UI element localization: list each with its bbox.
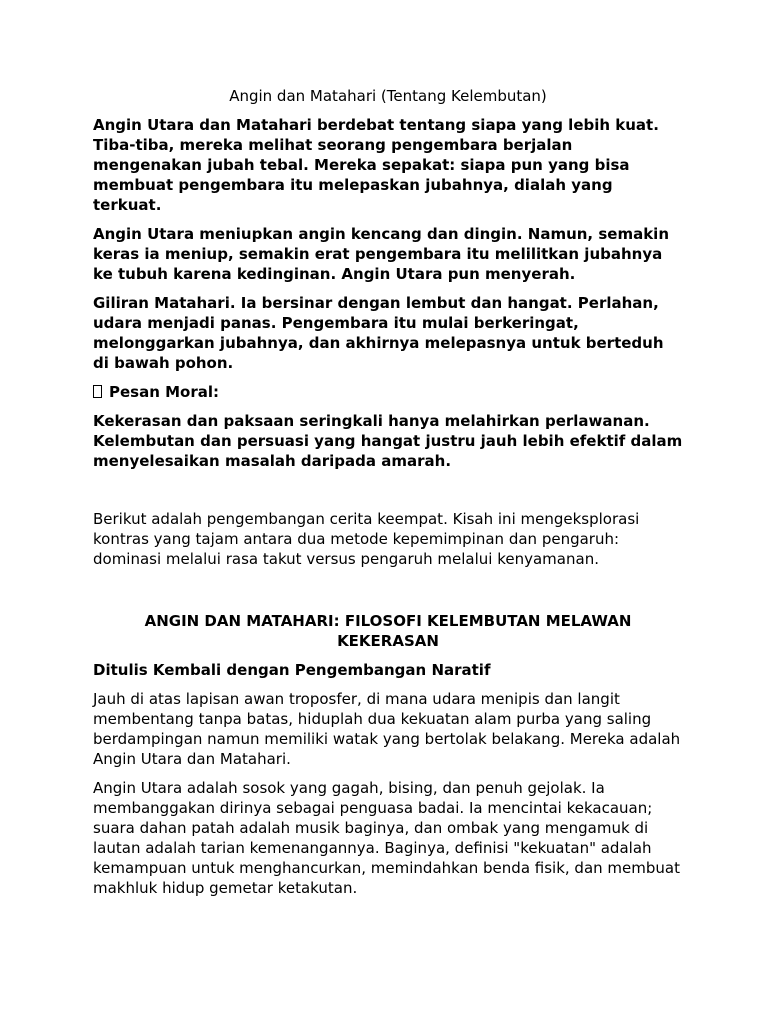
section-spacer [93, 471, 683, 509]
extended-title-line-1: ANGIN DAN MATAHARI: FILOSOFI KELEMBUTAN MELAWAN [144, 612, 632, 630]
missing-glyph-icon [93, 385, 102, 398]
story-paragraph-2: Angin Utara meniupkan angin kencang dan dingin. Namun, semakin keras ia meniup, semakin erat pengembara itu melilitkan jubahnya ke tubuh karena kedinginan. Angin Utara pun menyerah. [93, 225, 670, 283]
moral-label: Pesan Moral: [109, 383, 220, 401]
extended-title-line-2: KEKERASAN [337, 632, 439, 650]
extended-paragraph-2: Angin Utara adalah sosok yang gagah, bising, dan penuh gejolak. Ia membanggakan dirinya sebagai penguasa badai. Ia mencintai kekacauan; suara dahan patah adalah musik baginya, dan ombak yang mengamuk di lautan adalah tarian kemenangannya. Baginya, definisi "kekuatan" adalah kemampuan untuk menghancurkan, memindahkan benda fisik, dan membuat makhluk hidup gemetar ketakutan. [93, 779, 680, 897]
moral-text: Kekerasan dan paksaan seringkali hanya melahirkan perlawanan. Kelembutan dan persuasi yang hangat justru jauh lebih efektif dalam menyelesaikan masalah daripada amarah. [93, 412, 683, 470]
intro-paragraph: Berikut adalah pengembangan cerita keempat. Kisah ini mengeksplorasi kontras yang tajam antara dua metode kepemimpinan dan pengaruh: dominasi melalui rasa takut versus pengaruh melalui kenyamanan. [93, 510, 640, 568]
extended-paragraph-1: Jauh di atas lapisan awan troposfer, di mana udara menipis dan langit membentang tanpa batas, hiduplah dua kekuatan alam purba yang saling berdampingan namun memiliki watak yang bertolak belakang. Mereka adalah Angin Utara dan Matahari. [93, 690, 681, 768]
story-title: Angin dan Matahari (Tentang Kelembutan) [229, 87, 547, 105]
story-paragraph-1: Angin Utara dan Matahari berdebat tentang siapa yang lebih kuat. Tiba-tiba, mereka melihat seorang pengembara berjalan mengenakan jubah tebal. Mereka sepakat: siapa pun yang bisa membuat pengembara itu melepaskan jubahnya, dialah yang terkuat. [93, 116, 659, 214]
moral-heading [93, 382, 683, 402]
extended-subtitle: Ditulis Kembali dengan Pengembangan Naratif [93, 661, 491, 679]
section-spacer [93, 569, 683, 611]
story-paragraph-3: Giliran Matahari. Ia bersinar dengan lembut dan hangat. Perlahan, udara menjadi panas. Pengembara itu mulai berkeringat, melonggarkan jubahnya, dan akhirnya melepasnya untuk berteduh di bawah pohon. [93, 294, 664, 372]
document-page [93, 86, 683, 898]
